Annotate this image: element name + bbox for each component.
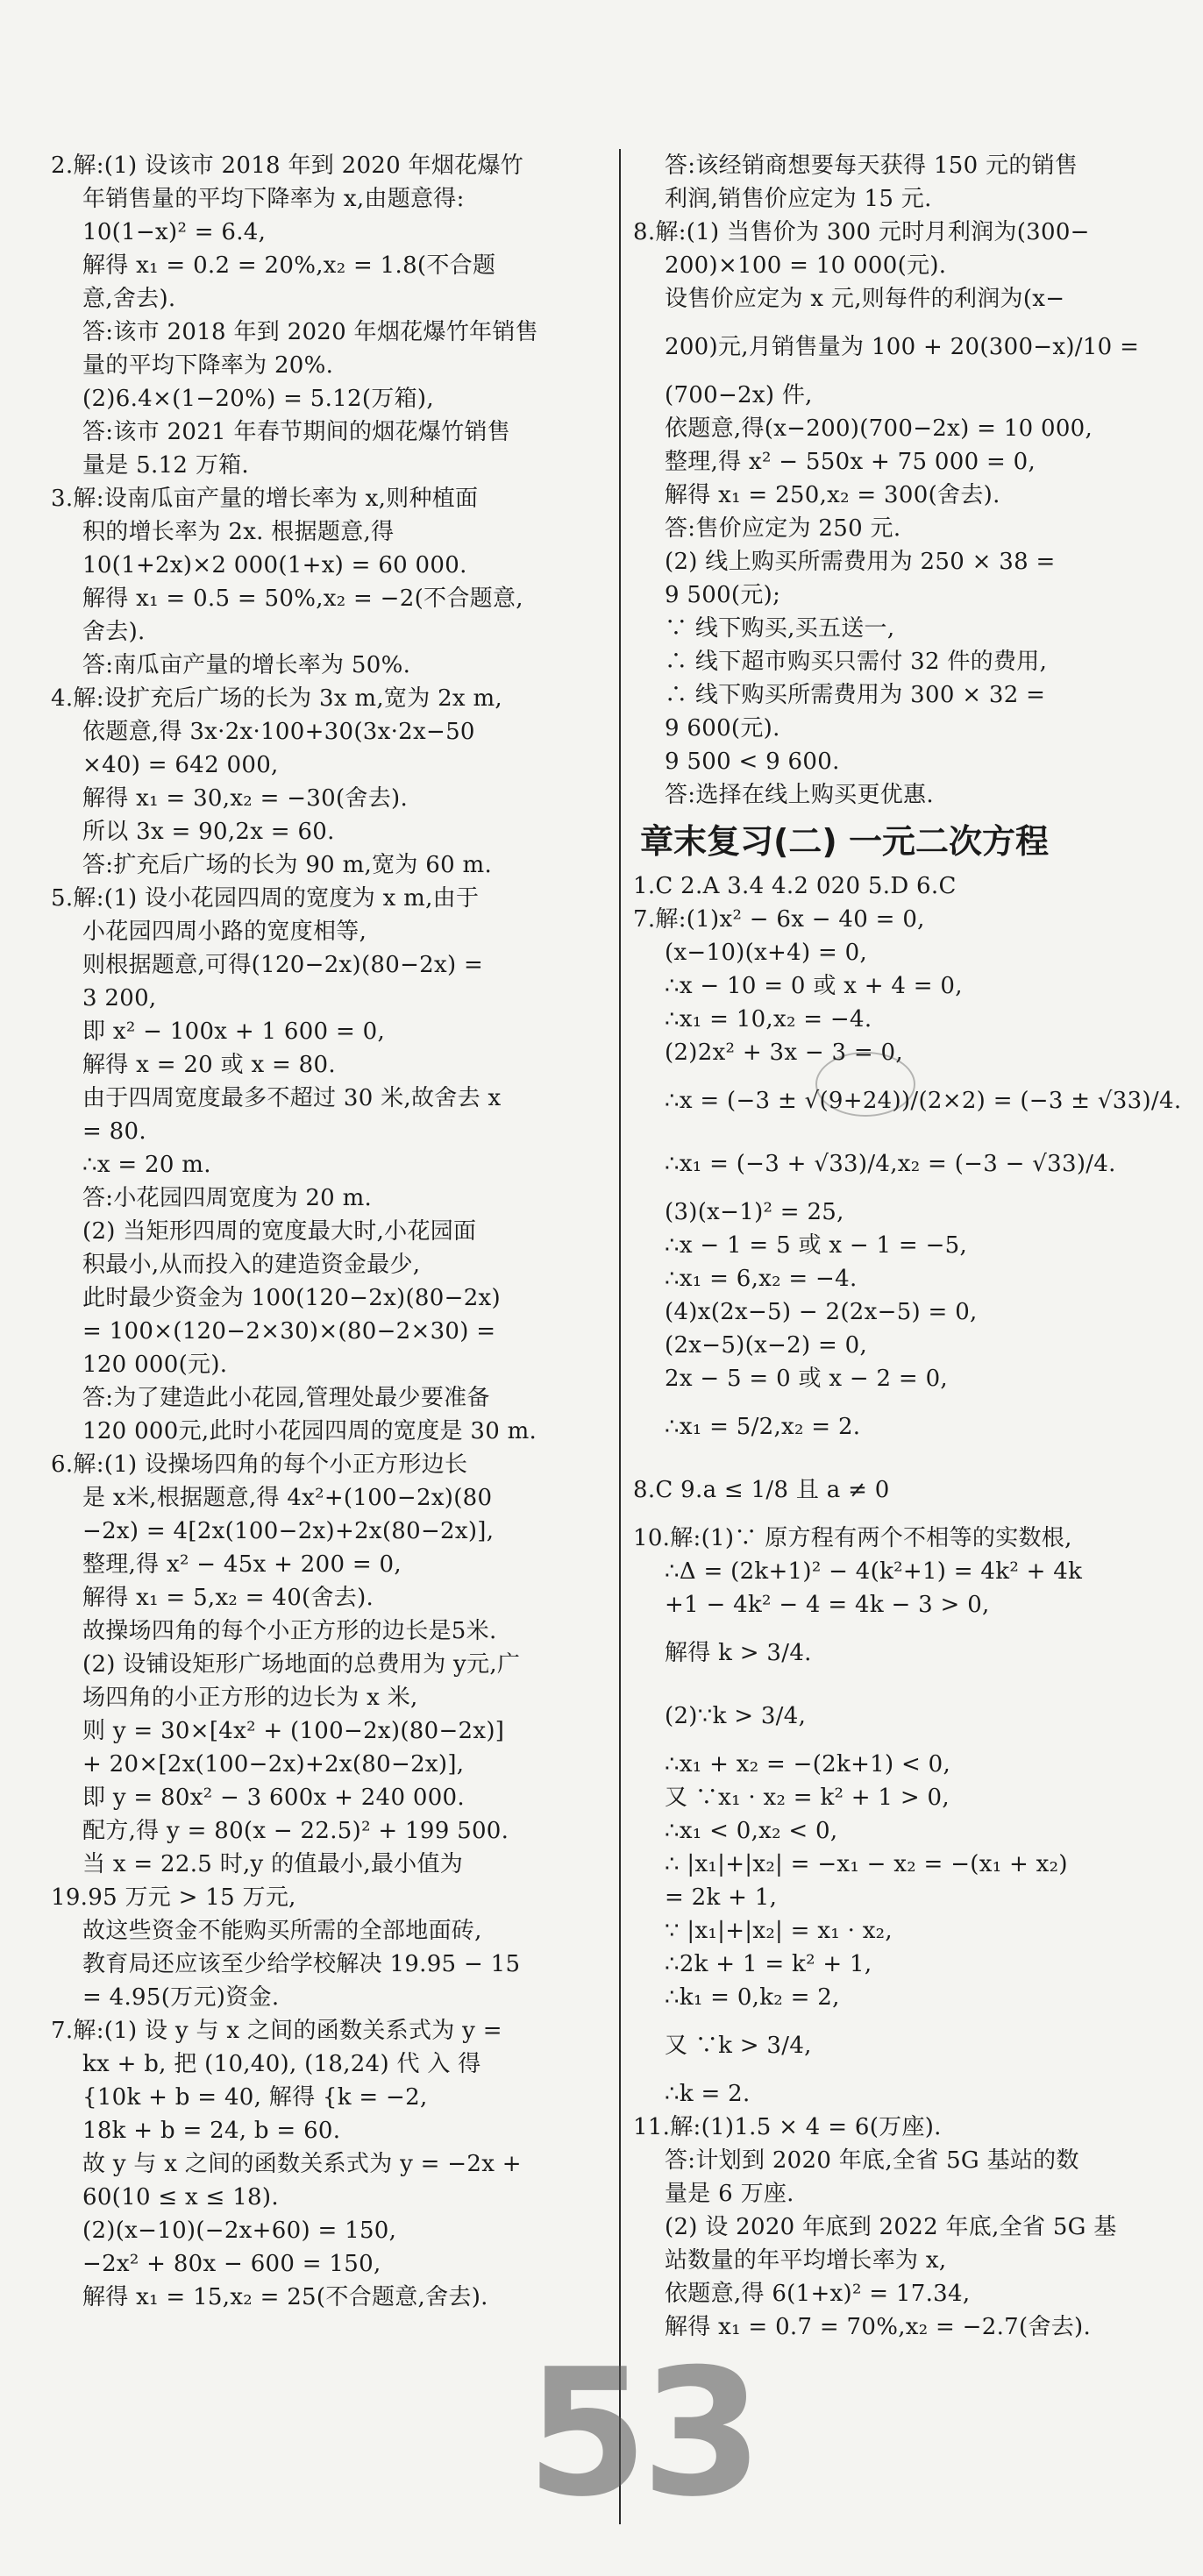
text-line: ∴x − 1 = 5 或 x − 1 = −5, <box>665 1232 968 1259</box>
left-column <box>51 149 612 2314</box>
text-line: 2x − 5 = 0 或 x − 2 = 0, <box>665 1366 948 1392</box>
text-line: 60(10 ≤ x ≤ 18). <box>82 2184 279 2211</box>
text-line: 即 x² − 100x + 1 600 = 0, <box>82 1018 386 1045</box>
text-line: 解得 x₁ = 0.2 = 20%,x₂ = 1.8(不合题 <box>82 252 496 279</box>
text-line: 解得 x₁ = 15,x₂ = 25(不合题意,舍去). <box>82 2284 488 2310</box>
text-line: 所以 3x = 90,2x = 60. <box>82 819 335 845</box>
text-line: {10k + b = 40, 解得 {k = −2, <box>82 2084 428 2111</box>
text-line: = 100×(120−2×30)×(80−2×30) = <box>82 1318 496 1345</box>
text-line: 11.解:(1)1.5 × 4 = 6(万座). <box>633 2114 942 2140</box>
text-line: 3.解:设南瓜亩产量的增长率为 x,则种植面 <box>51 486 479 512</box>
column-divider <box>619 149 621 2524</box>
text-line: 当 x = 22.5 时,y 的值最小,最小值为 <box>82 1851 464 1877</box>
text-line: ∴x₁ + x₂ = −(2k+1) < 0, <box>665 1751 951 1778</box>
text-line: ∴x = 20 m. <box>82 1152 211 1178</box>
text-line: 答:该市 2018 年到 2020 年烟花爆竹年销售 <box>82 319 538 345</box>
text-line: ∴ |x₁|+|x₂| = −x₁ − x₂ = −(x₁ + x₂) <box>665 1851 1068 1877</box>
text-line: (2)(x−10)(−2x+60) = 150, <box>82 2218 397 2244</box>
text-line: ∴x₁ = (−3 + √33)/4,x₂ = (−3 − √33)/4. <box>665 1151 1116 1177</box>
text-line: ∴x₁ = 6,x₂ = −4. <box>665 1266 858 1292</box>
text-line: (2) 设 2020 年底到 2022 年底,全省 5G 基 <box>665 2214 1117 2240</box>
text-line: 又 ∵x₁ · x₂ = k² + 1 > 0, <box>665 1785 950 1811</box>
text-line: 答:小花园四周宽度为 20 m. <box>82 1185 373 1211</box>
right-column <box>633 149 1185 2344</box>
text-line: (2) 当矩形四周的宽度最大时,小花园面 <box>82 1218 477 1245</box>
text-line: 解得 k > 3/4. <box>665 1640 812 1666</box>
text-line: 解得 x₁ = 0.7 = 70%,x₂ = −2.7(舍去). <box>665 2314 1092 2340</box>
text-line: 8.C 9.a ≤ 1/8 且 a ≠ 0 <box>633 1477 890 1503</box>
text-line: 即 y = 80x² − 3 600x + 240 000. <box>82 1785 465 1811</box>
text-line: 利润,销售价应定为 15 元. <box>665 186 932 212</box>
text-line: 120 000元,此时小花园四周的宽度是 30 m. <box>82 1418 537 1444</box>
text-line: 10.解:(1)∵ 原方程有两个不相等的实数根, <box>633 1525 1072 1551</box>
text-line: 是 x米,根据题意,得 4x²+(100−2x)(80 <box>82 1485 493 1511</box>
text-line: = 80. <box>82 1118 146 1145</box>
text-line: ∴k₁ = 0,k₂ = 2, <box>665 1984 840 2011</box>
text-line: +1 − 4k² − 4 = 4k − 3 > 0, <box>665 1592 990 1618</box>
text-line: 量的平均下降率为 20%. <box>82 352 334 379</box>
text-line: 200)×100 = 10 000(元). <box>665 252 947 279</box>
text-line: 故 y 与 x 之间的函数关系式为 y = −2x + <box>82 2151 522 2177</box>
text-line: 站数量的年平均增长率为 x, <box>665 2247 947 2274</box>
text-line: (2x−5)(x−2) = 0, <box>665 1332 868 1359</box>
text-line: ∴x − 10 = 0 或 x + 4 = 0, <box>665 973 963 999</box>
text-line: 意,舍去). <box>82 286 176 312</box>
text-line: −2x) = 4[2x(100−2x)+2x(80−2x)], <box>82 1518 495 1544</box>
text-line: 则 y = 30×[4x² + (100−2x)(80−2x)] <box>82 1718 505 1744</box>
text-line: 又 ∵k > 3/4, <box>665 2033 812 2059</box>
text-line: ∵ 线下购买,买五送一, <box>665 615 895 642</box>
text-line: 解得 x₁ = 250,x₂ = 300(舍去). <box>665 482 1000 508</box>
text-line: ∴ 线下购买所需费用为 300 × 32 = <box>665 682 1046 708</box>
text-line: ∴x = (−3 ± √(9+24))/(2×2) = (−3 ± √33)/4. <box>665 1088 1182 1114</box>
text-line: 120 000(元). <box>82 1352 228 1378</box>
text-line: (2)2x² + 3x − 3 = 0, <box>665 1040 903 1066</box>
text-line: 答:计划到 2020 年底,全省 5G 基站的数 <box>665 2147 1079 2174</box>
text-line: 场四角的小正方形的边长为 x 米, <box>82 1685 418 1711</box>
text-line: 答:南瓜亩产量的增长率为 50%. <box>82 652 411 678</box>
text-line: ×40) = 642 000, <box>82 752 279 778</box>
text-line: (2)6.4×(1−20%) = 5.12(万箱), <box>82 386 434 412</box>
text-line: 整理,得 x² − 550x + 75 000 = 0, <box>665 449 1036 475</box>
text-line: 积的增长率为 2x. 根据题意,得 <box>82 519 395 545</box>
text-line: 整理,得 x² − 45x + 200 = 0, <box>82 1551 402 1578</box>
text-line: 依题意,得 6(1+x)² = 17.34, <box>665 2281 971 2307</box>
text-line: (2)∵k > 3/4, <box>665 1703 807 1729</box>
text-line: 7.解:(1) 设 y 与 x 之间的函数关系式为 y = <box>51 2018 502 2044</box>
text-line: 答:为了建造此小花园,管理处最少要准备 <box>82 1385 490 1411</box>
text-line: 答:选择在线上购买更优惠. <box>665 782 934 808</box>
text-line: 7.解:(1)x² − 6x − 40 = 0, <box>633 906 925 933</box>
right-column-answers-top <box>633 149 1185 812</box>
text-line: 200)元,月销售量为 100 + 20(300−x)/10 = <box>665 334 1140 360</box>
text-line: = 4.95(万元)资金. <box>82 1984 280 2011</box>
text-line: 此时最少资金为 100(120−2x)(80−2x) <box>82 1285 501 1311</box>
faint-stamp <box>815 1052 915 1117</box>
text-line: 6.解:(1) 设操场四角的每个小正方形边长 <box>51 1451 468 1478</box>
text-line: ∴x₁ < 0,x₂ < 0, <box>665 1818 838 1844</box>
text-line: 积最小,从而投入的建造资金最少, <box>82 1252 421 1278</box>
text-line: 量是 5.12 万箱. <box>82 452 249 479</box>
text-line: ∴2k + 1 = k² + 1, <box>665 1951 872 1977</box>
chapter-review-heading: 章末复习(二) 一元二次方程 <box>640 822 1049 861</box>
text-line: 2.解:(1) 设该市 2018 年到 2020 年烟花爆竹 <box>51 153 524 179</box>
text-line: 设售价应定为 x 元,则每件的利润为(x− <box>665 286 1065 312</box>
text-line: 小花园四周小路的宽度相等, <box>82 919 367 945</box>
text-line: 4.解:设扩充后广场的长为 3x m,宽为 2x m, <box>51 685 502 712</box>
text-line: 解得 x₁ = 0.5 = 50%,x₂ = −2(不合题意, <box>82 585 523 612</box>
text-line: 解得 x = 20 或 x = 80. <box>82 1052 336 1078</box>
text-line: ∵ |x₁|+|x₂| = x₁ · x₂, <box>665 1918 893 1944</box>
text-line: (2) 线上购买所需费用为 250 × 38 = <box>665 549 1056 575</box>
text-line: 则根据题意,可得(120−2x)(80−2x) = <box>82 952 484 978</box>
text-line: 答:该市 2021 年春节期间的烟花爆竹销售 <box>82 419 511 445</box>
text-line: ∴k = 2. <box>665 2081 751 2107</box>
text-line: 9 500(元); <box>665 582 781 608</box>
text-line: 解得 x₁ = 5,x₂ = 40(舍去). <box>82 1585 374 1611</box>
text-line: 9 600(元). <box>665 715 780 742</box>
text-line: (4)x(2x−5) − 2(2x−5) = 0, <box>665 1299 978 1325</box>
text-line: 年销售量的平均下降率为 x,由题意得: <box>82 186 465 212</box>
text-line: 答:售价应定为 250 元. <box>665 515 901 542</box>
text-line: (700−2x) 件, <box>665 382 813 408</box>
text-line: ∴x₁ = 5/2,x₂ = 2. <box>665 1414 861 1440</box>
text-line: (2) 设铺设矩形广场地面的总费用为 y元,广 <box>82 1651 521 1678</box>
text-line: 量是 6 万座. <box>665 2181 794 2207</box>
text-line: ∴ 线下超市购买只需付 32 件的费用, <box>665 649 1048 675</box>
text-line: 由于四周宽度最多不超过 30 米,故舍去 x <box>82 1085 502 1111</box>
text-line: (3)(x−1)² = 25, <box>665 1199 844 1225</box>
text-line: 答:该经销商想要每天获得 150 元的销售 <box>665 153 1078 179</box>
text-line: = 2k + 1, <box>665 1884 778 1911</box>
text-line: 故操场四角的每个小正方形的边长是5米. <box>82 1618 497 1644</box>
text-line: 解得 x₁ = 30,x₂ = −30(舍去). <box>82 785 409 812</box>
text-line: 舍去). <box>82 619 146 645</box>
text-line: + 20×[2x(100−2x)+2x(80−2x)], <box>82 1751 465 1778</box>
text-line: 答:扩充后广场的长为 90 m,宽为 60 m. <box>82 852 493 878</box>
text-line: 配方,得 y = 80(x − 22.5)² + 199 500. <box>82 1818 509 1844</box>
text-line: ∴x₁ = 10,x₂ = −4. <box>665 1006 872 1033</box>
text-line: 9 500 < 9 600. <box>665 749 840 775</box>
text-line: 5.解:(1) 设小花园四周的宽度为 x m,由于 <box>51 885 480 912</box>
text-line: 18k + b = 24, b = 60. <box>82 2118 341 2144</box>
text-line: ∴Δ = (2k+1)² − 4(k²+1) = 4k² + 4k <box>665 1558 1083 1585</box>
page-number: 53 <box>526 2331 757 2536</box>
text-line: 教育局还应该至少给学校解决 19.95 − 15 <box>82 1951 521 1977</box>
text-line: 8.解:(1) 当售价为 300 元时月利润为(300− <box>633 219 1090 245</box>
text-line: (x−10)(x+4) = 0, <box>665 940 868 966</box>
text-line: −2x² + 80x − 600 = 150, <box>82 2251 381 2277</box>
text-line: kx + b, 把 (10,40), (18,24) 代 入 得 <box>82 2051 481 2077</box>
text-line: 19.95 万元 > 15 万元, <box>51 1884 296 1911</box>
text-line: 依题意,得 3x·2x·100+30(3x·2x−50 <box>82 719 475 745</box>
text-line: 依题意,得(x−200)(700−2x) = 10 000, <box>665 415 1093 442</box>
text-line: 1.C 2.A 3.4 4.2 020 5.D 6.C <box>633 873 957 899</box>
text-line: 故这些资金不能购买所需的全部地面砖, <box>82 1918 482 1944</box>
text-line: 10(1−x)² = 6.4, <box>82 219 267 245</box>
text-line: 3 200, <box>82 985 157 1011</box>
text-line: 10(1+2x)×2 000(1+x) = 60 000. <box>82 552 467 578</box>
